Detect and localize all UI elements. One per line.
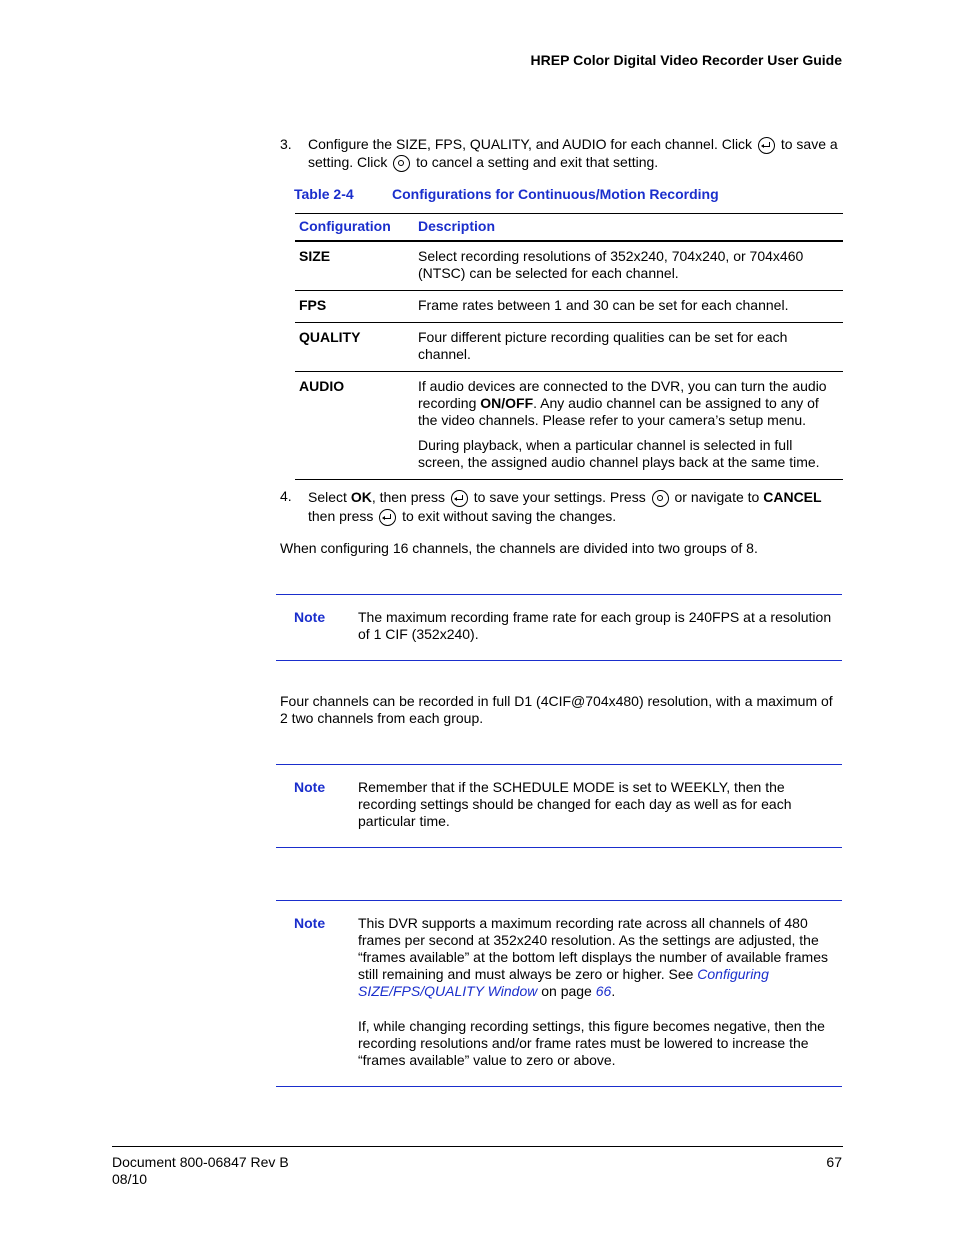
enter-button-icon bbox=[379, 509, 396, 526]
body-paragraph: When configuring 16 channels, the channels are divided into two groups of 8. bbox=[280, 540, 758, 556]
config-cell: QUALITY bbox=[295, 323, 414, 372]
config-cell: AUDIO bbox=[295, 372, 414, 480]
page-reference-link[interactable]: 66 bbox=[595, 983, 612, 999]
enter-button-icon bbox=[758, 137, 775, 154]
step-text: , then press bbox=[371, 489, 445, 505]
description-cell: Frame rates between 1 and 30 can be set for each channel. bbox=[414, 291, 843, 323]
table-row bbox=[295, 372, 843, 480]
running-header: HREP Color Digital Video Recorder User Guide bbox=[530, 52, 842, 68]
footer-rule bbox=[112, 1146, 843, 1147]
footer-document-info bbox=[112, 1154, 289, 1188]
note-paragraph bbox=[358, 915, 838, 1000]
config-cell: FPS bbox=[295, 291, 414, 323]
description-cell bbox=[414, 372, 843, 480]
step-text: or navigate to bbox=[674, 489, 764, 505]
step-text: Configure the SIZE, FPS, QUALITY, and AUDIO for each channel. Click bbox=[308, 136, 753, 152]
column-header-description: Description bbox=[414, 214, 843, 242]
table-number: Table 2-4 bbox=[294, 186, 354, 202]
table-caption bbox=[294, 186, 719, 203]
description-paragraph: During playback, when a particular channel is selected in full screen, the assigned audio channel plays back at the same time. bbox=[418, 437, 820, 470]
note-label: Note bbox=[294, 779, 326, 795]
step-4 bbox=[280, 488, 840, 526]
table-row bbox=[295, 291, 843, 323]
table-header-row bbox=[295, 214, 843, 242]
note-box bbox=[276, 900, 842, 1087]
ok-emphasis: OK bbox=[350, 489, 372, 505]
note-text: Remember that if the SCHEDULE MODE is set to WEEKLY, then the recording settings should be changed for each day as well as for each particular time. bbox=[358, 779, 792, 829]
description-text: If audio devices are connected to the DVR, you can turn the audio recording bbox=[418, 378, 827, 411]
configurations-table bbox=[295, 213, 843, 480]
note-text: The maximum recording frame rate for each group is 240FPS at a resolution of 1 CIF (352x240). bbox=[358, 609, 832, 642]
on-off-emphasis: ON/OFF bbox=[480, 395, 534, 411]
note-box bbox=[276, 764, 842, 848]
description-cell: Select recording resolutions of 352x240, 704x240, or 704x460 (NTSC) can be selected for each channel. bbox=[414, 241, 843, 291]
step-text: to save a setting. Click bbox=[308, 136, 838, 170]
cancel-button-icon bbox=[393, 155, 410, 172]
description-paragraph bbox=[418, 378, 839, 429]
step-text: then press bbox=[308, 508, 374, 524]
note-text bbox=[358, 915, 838, 1069]
step-number: 4. bbox=[280, 488, 292, 504]
column-header-configuration: Configuration bbox=[295, 214, 414, 242]
body-paragraph: Four channels can be recorded in full D1 (4CIF@704x480) resolution, with a maximum of 2 two channels from each group. bbox=[280, 693, 833, 726]
note-label: Note bbox=[294, 609, 326, 625]
table-title: Configurations for Continuous/Motion Recording bbox=[392, 186, 719, 202]
step-3 bbox=[280, 136, 840, 172]
description-text: . Any audio channel can be assigned to any of the video channels. Please refer to your camera’s setup menu. bbox=[418, 395, 819, 428]
document-date: 08/10 bbox=[112, 1171, 148, 1187]
step-number: 3. bbox=[280, 136, 292, 152]
enter-button-icon bbox=[451, 490, 468, 507]
note-text-span: on page bbox=[537, 983, 596, 999]
cancel-emphasis: CANCEL bbox=[763, 489, 822, 505]
page-number: 67 bbox=[826, 1154, 842, 1170]
table-row bbox=[295, 323, 843, 372]
step-text: to exit without saving the changes. bbox=[402, 508, 617, 524]
config-cell: SIZE bbox=[295, 241, 414, 291]
step-text: to cancel a setting and exit that setting. bbox=[416, 154, 659, 170]
step-text: to save your settings. Press bbox=[473, 489, 646, 505]
note-text-span: . bbox=[611, 983, 616, 999]
description-cell: Four different picture recording qualities can be set for each channel. bbox=[414, 323, 843, 372]
step-text: Select bbox=[308, 489, 351, 505]
note-label: Note bbox=[294, 915, 326, 931]
note-text-span: This DVR supports a maximum recording rate across all channels of 480 frames per second at 352x240 resolution. As the settings are adjusted, the “frames available” at the bottom left displays the number of available frames still remaining and must always be zero or higher. See bbox=[358, 915, 829, 982]
note-box bbox=[276, 594, 842, 661]
note-paragraph: If, while changing recording settings, this figure becomes negative, then the recording resolutions and/or frame rates must be lowered to increase the “frames available” value to zero or above. bbox=[358, 1018, 825, 1068]
cancel-button-icon bbox=[652, 490, 669, 507]
table-row bbox=[295, 241, 843, 291]
document-number: Document 800-06847 Rev B bbox=[112, 1154, 289, 1170]
cross-reference-link[interactable]: Configuring SIZE/FPS/QUALITY Window bbox=[358, 966, 769, 999]
